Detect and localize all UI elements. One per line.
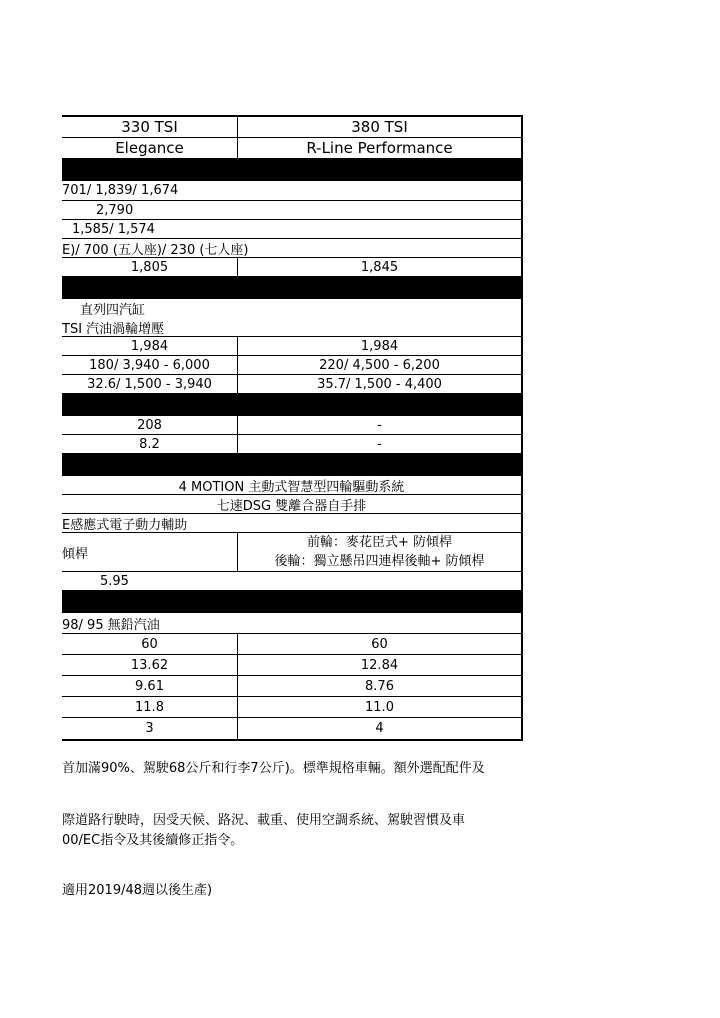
- tank-330: 60: [141, 636, 158, 652]
- row-engine-layout: [62, 299, 521, 318]
- section-bar-dimensions: [62, 159, 521, 181]
- note-line-2: 際道路行駛時，因受天候、路況、載重、使用空調系統、駕駛習慣及車: [62, 813, 466, 828]
- suspension-right-cell: [237, 533, 521, 571]
- suspension-rear-text: 後輪：獨立懸吊四連桿後軸+ 防傾桿: [274, 554, 485, 569]
- displacement-380: 1,984: [237, 337, 521, 355]
- row-torque: [62, 375, 521, 394]
- rating-380: 4: [237, 718, 521, 739]
- power-380: 220/ 4,500 - 6,200: [237, 356, 521, 374]
- track-value: 1,585/ 1,574: [72, 221, 155, 237]
- weight-380: 1,845: [237, 258, 521, 276]
- tank-380: 60: [237, 634, 521, 654]
- highway-330: 9.61: [135, 678, 164, 694]
- header-trim-row: [62, 138, 521, 159]
- spec-table: [62, 115, 523, 741]
- engine-layout-value: 直列四汽缸: [80, 303, 146, 318]
- dimensions-value: 701/ 1,839/ 1,674: [62, 183, 179, 198]
- city-380: 11.0: [237, 697, 521, 717]
- row-displacement: [62, 337, 521, 356]
- combined-330: 13.62: [130, 657, 169, 673]
- trim-elegance-label: Elegance: [115, 139, 184, 157]
- note-line-1: 首加滿90%、駕駛68公斤和行李7公斤)。標準規格車輛。額外選配配件及: [62, 761, 485, 776]
- gearbox-value: 七速DSG 雙離合器自手排: [216, 498, 367, 514]
- weight-330: 1,805: [130, 259, 169, 275]
- torque-330: 32.6/ 1,500 - 3,940: [87, 376, 212, 392]
- row-power: [62, 356, 521, 375]
- header-model-row: [62, 117, 521, 138]
- row-combined: [62, 655, 521, 676]
- displacement-330: 1,984: [130, 338, 169, 354]
- accel-380: -: [237, 435, 521, 453]
- model-330-label: 330 TSI: [121, 118, 178, 136]
- row-city: [62, 697, 521, 718]
- rating-330: 3: [145, 721, 154, 736]
- torque-380: 35.7/ 1,500 - 4,400: [237, 375, 521, 393]
- section-bar-engine: [62, 277, 521, 299]
- row-engine-type: [62, 318, 521, 337]
- row-tank: [62, 634, 521, 655]
- steering-value: E感應式電子動力輔助: [62, 517, 188, 533]
- row-fuel-type: [62, 613, 521, 634]
- row-weight: [62, 258, 521, 277]
- suspension-front-text: 前輪：麥花臣式+ 防傾桿: [306, 535, 453, 550]
- row-top-speed: [62, 416, 521, 435]
- row-steering: [62, 514, 521, 533]
- row-turning: [62, 572, 521, 591]
- row-highway: [62, 676, 521, 697]
- row-suspension: [62, 533, 521, 572]
- accel-330: 8.2: [139, 436, 160, 452]
- row-acceleration: [62, 435, 521, 454]
- trim-rline-label: R-Line Performance: [237, 138, 521, 158]
- row-gearbox: [62, 495, 521, 514]
- model-380-label: 380 TSI: [237, 117, 521, 137]
- top-speed-330: 208: [137, 417, 162, 433]
- row-rating: [62, 718, 521, 739]
- suspension-left-value: 傾桿: [62, 546, 89, 562]
- section-bar-fuel: [62, 591, 521, 613]
- top-speed-380: -: [237, 416, 521, 434]
- row-wheelbase: [62, 201, 521, 220]
- luggage-value: E)/ 700 (五人座)/ 230 (七人座): [62, 242, 249, 258]
- power-330: 180/ 3,940 - 6,000: [89, 357, 210, 373]
- row-luggage: [62, 239, 521, 258]
- note-line-4: 適用2019/48週以後生產): [62, 883, 213, 898]
- turning-value: 5.95: [100, 573, 129, 589]
- wheelbase-value: 2,790: [96, 202, 134, 218]
- note-line-3: 00/EC指令及其後續修正指令。: [62, 833, 244, 848]
- row-track: [62, 220, 521, 239]
- section-bar-drivetrain: [62, 454, 521, 476]
- section-bar-performance: [62, 394, 521, 416]
- engine-type-value: TSI 汽油渦輪增壓: [62, 321, 165, 337]
- city-330: 11.8: [135, 699, 164, 715]
- combined-380: 12.84: [237, 655, 521, 675]
- fuel-type-value: 98/ 95 無鉛汽油: [62, 617, 160, 633]
- drive-value: 4 MOTION 主動式智慧型四輪驅動系統: [178, 479, 405, 495]
- row-drive: [62, 476, 521, 495]
- row-dimensions: [62, 181, 521, 201]
- highway-380: 8.76: [237, 676, 521, 696]
